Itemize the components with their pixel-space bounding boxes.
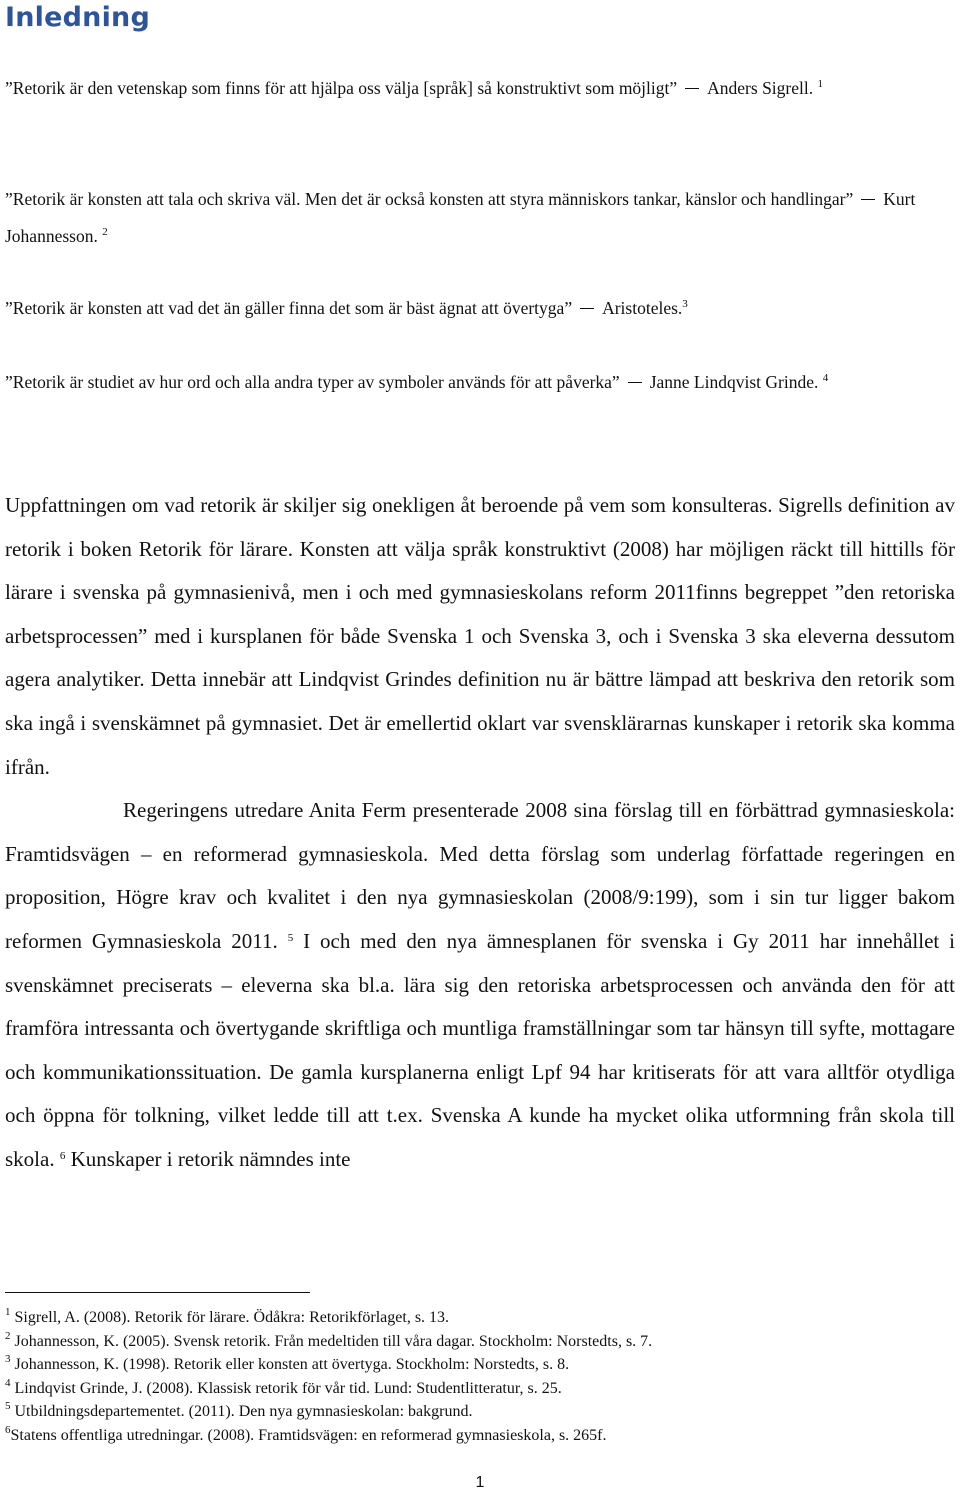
paragraph: Uppfattningen om vad retorik är skiljer sig onekligen åt beroende på vem som konsulteras. Sigrells definition av retorik i boken Retorik för lärare. Konsten att välja språk konstruktivt (2008) har möjligen räckt till hittills för lärare i svenska på gymnasienivå, men i och med gymnasieskolans reform 2011finns begreppet ”den retoriska arbetsprocessen” med i kursplanen för både Svenska 1 och Svenska 3, och i Svenska 3 ska eleverna dessutom agera analytiker. Detta innebär att Lindqvist Grindes definition nu är bättre lämpad att beskriva den retorik som ska ingå i svenskämnet på gymnasiet. Det är emellertid oklart var svensklärarnas kunskaper i retorik ska komma ifrån. <box>5 493 955 779</box>
body-text <box>5 484 955 1182</box>
section-heading: Inledning <box>5 2 150 33</box>
dash-separator <box>685 88 699 89</box>
footnote-text: Johannesson, K. (2005). Svensk retorik. Från medeltiden till våra dagar. Stockholm: Norstedts, s. 7. <box>14 1332 653 1350</box>
quote-text: ”Retorik är konsten att vad det än gäller finna det som är bäst ägnat att övertyga” <box>5 298 573 318</box>
paragraph-text: I och med den nya ämnesplanen för svenska i Gy 2011 har innehållet i svenskämnet preciserats – eleverna ska bl.a. lära sig den retoriska arbetsprocessen och använda den för att framföra intressanta och övertygande skriftliga och muntliga framställningar som tar hänsyn till syfte, mottagare och kommunikationssituation. De gamla kursplanerna enligt Lpf 94 har kritiserats för att vara alltför otydliga och öppna för tolkning, vilket ledde till att t.ex. Svenska A kunde ha mycket olika utformning från skola till skola. <box>5 928 956 1171</box>
footnote-ref: 6 <box>59 1149 66 1162</box>
paragraph-text: Regeringens utredare Anita Ferm presenterade 2008 sina förslag till en förbättrad gymnasieskola: Framtidsvägen – en reformerad gymnasieskola. Med detta förslag som underlag författade regeringen en proposition, Högre krav och kvalitet i den nya gymnasieskolan (2008/9:199), som i sin tur ligger bakom reformen Gymnasieskola 2011. <box>5 798 955 953</box>
footnote-divider <box>5 1292 310 1293</box>
quote-author: Anders Sigrell. <box>707 78 814 98</box>
footnote-number: 5 <box>5 1400 11 1412</box>
quote-text: ”Retorik är studiet av hur ord och alla andra typer av symboler används för att påverka” <box>5 372 620 392</box>
footnote-ref: 1 <box>817 78 823 90</box>
footnote-text: Sigrell, A. (2008). Retorik för lärare. Ödåkra: Retorikförlaget, s. 13. <box>14 1309 450 1326</box>
footnote-ref: 4 <box>822 372 829 384</box>
quote-text: ”Retorik är den vetenskap som finns för att hjälpa oss välja [språk] så konstruktivt som möjligt” <box>5 78 678 98</box>
footnote <box>5 1400 955 1424</box>
footnote-number: 1 <box>5 1306 11 1318</box>
quote-johannesson <box>5 181 953 255</box>
footnote-text: Statens offentliga utredningar. (2008). Framtidsvägen: en reformerad gymnasieskola, s. 265f. <box>10 1426 607 1444</box>
footnote <box>5 1424 955 1448</box>
footnote-number: 2 <box>5 1329 11 1342</box>
footnote <box>5 1306 955 1330</box>
quote-aristoteles <box>5 290 953 327</box>
footnote-number: 6 <box>5 1423 11 1436</box>
footnotes <box>5 1306 955 1447</box>
dash-separator <box>861 199 875 200</box>
footnote-ref: 3 <box>682 298 688 310</box>
quote-author: Janne Lindqvist Grinde. <box>649 372 819 392</box>
quote-author: Kurt Johannesson. <box>5 189 916 246</box>
footnote-number: 3 <box>5 1353 11 1365</box>
footnote <box>5 1353 955 1377</box>
quote-author: Aristoteles. <box>602 298 683 318</box>
quote-sigrell <box>5 70 953 107</box>
footnote-number: 4 <box>5 1376 11 1389</box>
dash-separator <box>628 382 642 383</box>
footnote-text: Johannesson, K. (1998). Retorik eller konsten att övertyga. Stockholm: Norstedts, s. 8. <box>14 1356 570 1373</box>
footnote-text: Utbildningsdepartementet. (2011). Den nya gymnasieskolan: bakgrund. <box>14 1403 473 1420</box>
footnote-text: Lindqvist Grinde, J. (2008). Klassisk retorik för vår tid. Lund: Studentlitteratur, s. 25. <box>14 1379 562 1397</box>
paragraph <box>5 789 955 1181</box>
quote-lindqvist-grinde <box>5 364 953 401</box>
quote-text: ”Retorik är konsten att tala och skriva väl. Men det är också konsten att styra människors tankar, känslor och handlingar” <box>5 189 854 209</box>
footnote <box>5 1377 955 1401</box>
footnote-ref: 5 <box>287 931 294 944</box>
footnote <box>5 1330 955 1354</box>
paragraph-text: Kunskaper i retorik nämndes inte <box>70 1146 351 1171</box>
footnote-ref: 2 <box>102 226 108 238</box>
dash-separator <box>580 308 594 309</box>
page-number: 1 <box>475 1474 485 1491</box>
